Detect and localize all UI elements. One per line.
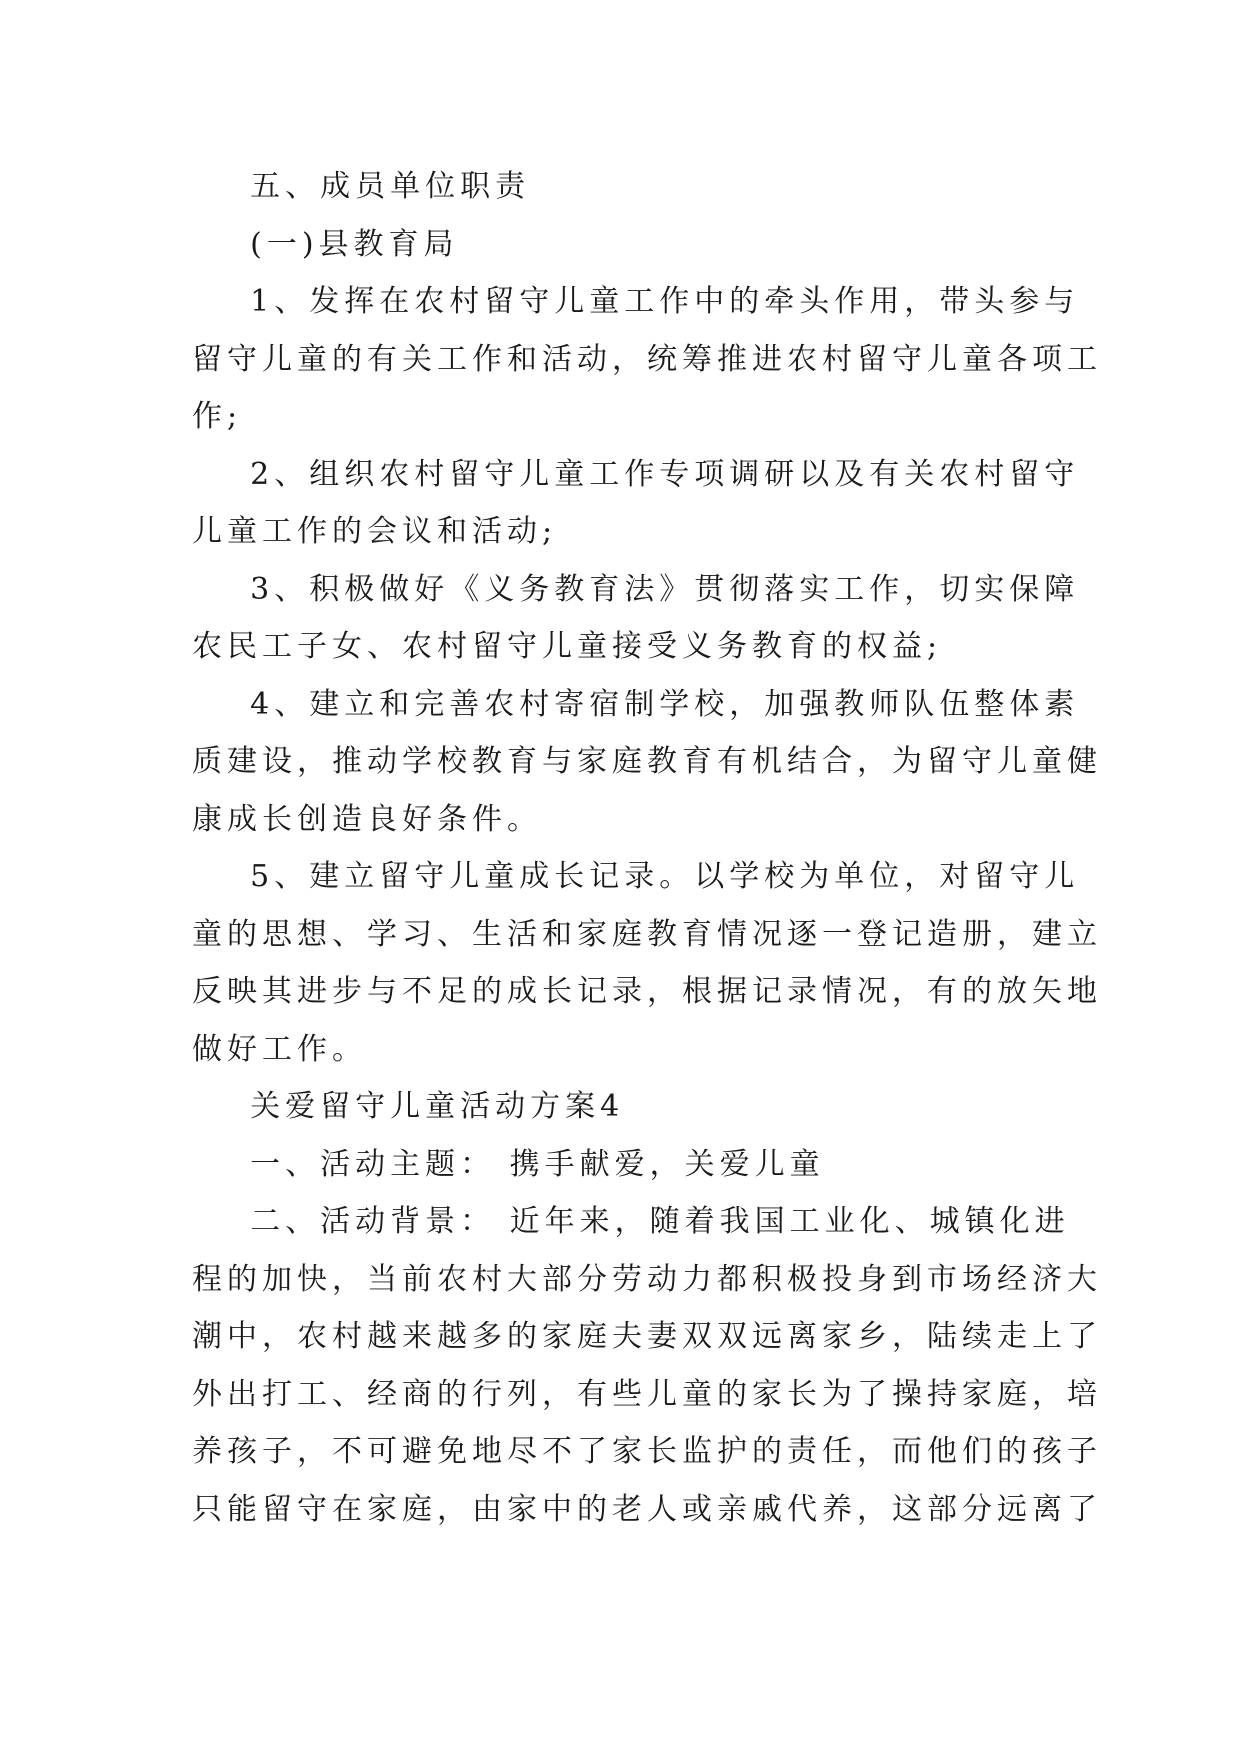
text-line: (一)县教育局: [192, 226, 459, 262]
text-line: 二、活动背景： 近年来，随着我国工业化、城镇化进: [192, 1204, 1070, 1239]
text-line: 2、组织农村留守儿童工作专项调研以及有关农村留守: [192, 456, 1080, 492]
text-line: 反映其进步与不足的成长记录，根据记录情况，有的放矢地: [192, 974, 1102, 1009]
text-line: 1、发挥在农村留守儿童工作中的牵头作用，带头参与: [192, 284, 1080, 319]
text-line: 养孩子，不可避免地尽不了家长监护的责任，而他们的孩子: [192, 1434, 1102, 1469]
text-line: 儿童工作的会议和活动;: [192, 514, 558, 549]
text-line: 关爱留守儿童活动方案4: [192, 1089, 625, 1124]
text-line: 童的思想、学习、生活和家庭教育情况逐一登记造册，建立: [192, 916, 1102, 952]
text-line: 五、成员单位职责: [192, 169, 531, 204]
text-line: 质建设，推动学校教育与家庭教育有机结合，为留守儿童健: [192, 744, 1102, 779]
document-body: [192, 158, 1102, 1538]
text-line: 作;: [192, 399, 243, 434]
text-line: 外出打工、经商的行列，有些儿童的家长为了操持家庭，培: [192, 1376, 1102, 1412]
text-line: 程的加快，当前农村大部分劳动力都积极投身到市场经济大: [192, 1261, 1102, 1297]
text-line: 只能留守在家庭，由家中的老人或亲戚代养，这部分远离了: [192, 1491, 1102, 1527]
text-line: 康成长创造良好条件。: [192, 801, 542, 837]
text-line: 4、建立和完善农村寄宿制学校，加强教师队伍整体素: [192, 686, 1080, 722]
text-line: 一、活动主题： 携手献爱，关爱儿童: [192, 1146, 825, 1182]
text-line: 5、建立留守儿童成长记录。以学校为单位，对留守儿: [192, 859, 1080, 894]
text-line: 农民工子女、农村留守儿童接受义务教育的权益;: [192, 629, 943, 664]
text-line: 做好工作。: [192, 1031, 367, 1067]
text-line: 留守儿童的有关工作和活动，统筹推进农村留守儿童各项工: [192, 341, 1102, 377]
text-line: 潮中，农村越来越多的家庭夫妻双双远离家乡，陆续走上了: [192, 1319, 1102, 1354]
text-line: 3、积极做好《义务教育法》贯彻落实工作，切实保障: [192, 571, 1080, 607]
